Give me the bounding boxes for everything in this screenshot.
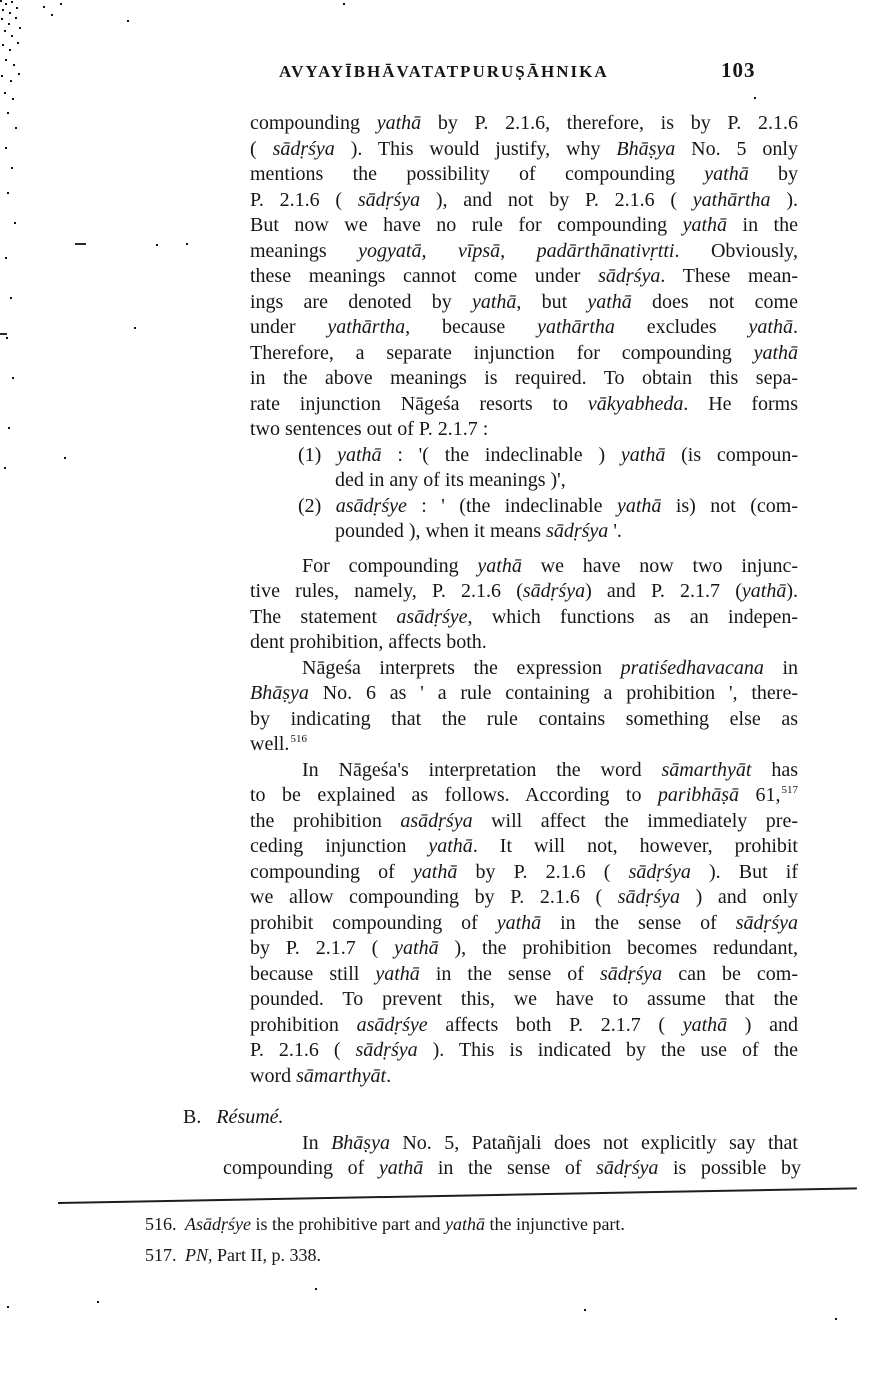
text-segment: No. 5 only — [675, 137, 798, 160]
footnote — [145, 1243, 845, 1268]
text-line — [298, 494, 798, 520]
text-segment: asādṛśye — [396, 605, 468, 628]
text-segment: yathā — [444, 1214, 485, 1234]
text-segment: by P. 2.1.6, therefore, is by P. 2.1.6 — [421, 112, 798, 134]
text-line — [250, 1064, 798, 1090]
text-segment: sādṛśya — [272, 137, 335, 160]
text-segment: prohibit compounding of — [250, 911, 497, 934]
text-segment: ) and P. 2.1.7 ( — [585, 580, 742, 602]
text-segment: yathā — [682, 214, 728, 236]
text-segment: asādṛśya — [400, 809, 473, 832]
text-segment: For compounding — [302, 554, 478, 577]
text-segment: sāmarthyāt — [296, 1064, 387, 1087]
margin-mark — [0, 333, 7, 335]
text-segment: yathā — [682, 1013, 728, 1036]
text-line — [250, 392, 798, 418]
text-line — [250, 1013, 798, 1039]
text-segment: 61, — [739, 784, 781, 806]
text-line — [250, 554, 798, 580]
text-segment: ) and only — [680, 886, 799, 908]
text-segment: . These mean- — [660, 265, 798, 287]
text-segment: we have now two injunc- — [521, 554, 799, 577]
text-segment: , but — [516, 290, 588, 313]
text-segment: . He forms — [683, 392, 798, 415]
footnote-reference: 517 — [781, 784, 798, 797]
text-segment: mentions the possibility of compounding — [250, 163, 705, 185]
text-segment: yathā — [337, 443, 382, 466]
text-segment: No. 6 as ' a rule containing a prohibition ', there- — [308, 682, 798, 704]
text-line — [250, 213, 798, 239]
text-segment: is possible by — [658, 1157, 801, 1179]
text-line — [250, 834, 798, 860]
text-segment: paribhāṣā — [657, 784, 740, 806]
text-segment: . — [386, 1064, 392, 1087]
text-segment: : ' (the indeclinable — [406, 494, 617, 517]
text-segment: rate injunction Nāgeśa resorts to — [250, 392, 588, 415]
text-segment: P. 2.1.6 ( — [250, 188, 358, 211]
text-segment: is the prohibitive part and — [251, 1214, 445, 1234]
text-segment: under — [250, 316, 328, 338]
text-segment: sādṛśya — [522, 580, 586, 602]
text-line — [250, 111, 798, 137]
text-segment: ), the prohibition becomes redundant, — [438, 937, 798, 959]
text-line — [250, 936, 798, 962]
text-segment: . It will not, however, prohibit — [472, 835, 798, 857]
text-segment: (1) — [298, 443, 338, 466]
text-segment: sādṛśya — [357, 188, 421, 211]
text-line — [335, 468, 798, 494]
text-segment: : '( the indeclinable ) — [381, 443, 621, 466]
text-segment: pounded. To prevent this, we have to assume that the — [250, 988, 798, 1010]
text-segment: compounding of — [250, 860, 413, 883]
text-segment: in the — [727, 214, 798, 236]
text-segment: tive rules, namely, P. 2.1.6 ( — [250, 580, 523, 602]
text-segment: pounded ), when it means — [335, 520, 547, 542]
text-segment: by P. 2.1.7 ( — [250, 937, 395, 959]
text-line — [250, 341, 798, 367]
text-segment: sādṛśya — [596, 1157, 659, 1179]
text-line — [250, 656, 798, 682]
text-segment: . Obviously, — [674, 239, 799, 262]
text-segment: affects both P. 2.1.7 ( — [427, 1013, 683, 1036]
text-segment: yathā — [704, 163, 749, 185]
text-segment: yathā — [496, 911, 542, 934]
text-line — [250, 239, 798, 265]
page-number: 103 — [721, 58, 756, 82]
text-segment: yathārtha — [692, 188, 771, 211]
text-segment: well. — [250, 733, 290, 755]
text-line — [250, 962, 798, 988]
text-segment: compounding of — [223, 1157, 379, 1179]
text-segment: sādṛśya — [628, 860, 691, 883]
text-segment: can be com- — [662, 962, 798, 985]
text-line — [250, 860, 798, 886]
text-segment: vākyabheda — [587, 392, 684, 415]
text-line — [250, 1038, 798, 1064]
footnote-reference: 516 — [290, 733, 307, 746]
text-segment: compounding — [250, 112, 377, 134]
text-segment: yathā — [748, 316, 793, 338]
text-segment: Résumé. — [216, 1106, 284, 1128]
text-segment: yathārtha — [327, 316, 406, 338]
text-segment: is) not (com- — [661, 494, 798, 517]
text-segment: in the sense of — [419, 962, 600, 985]
text-segment: by — [748, 163, 799, 185]
text-segment: in the sense of — [541, 911, 736, 934]
text-segment: yathā — [471, 290, 517, 313]
text-line — [250, 885, 798, 911]
text-segment: ). This is indicated by the use of the — [417, 1039, 798, 1061]
text-segment: , which functions as an indepen- — [467, 605, 798, 628]
text-segment: yathā — [620, 443, 666, 466]
text-segment: sādṛśya — [355, 1039, 418, 1061]
text-segment: B. — [183, 1106, 217, 1128]
text-segment: has — [751, 758, 798, 781]
text-segment: In — [302, 1131, 332, 1154]
text-segment: by P. 2.1.6 ( — [457, 860, 629, 883]
text-segment: sādṛśya — [617, 886, 680, 908]
text-segment: ). But if — [690, 860, 798, 883]
text-segment: the injunctive part. — [484, 1214, 625, 1234]
text-segment: But now we have no rule for compounding — [250, 214, 683, 236]
footnote-separator — [58, 1187, 857, 1204]
margin-mark — [75, 243, 86, 245]
text-segment: ) and — [727, 1013, 799, 1036]
text-segment: (2) — [298, 494, 336, 517]
text-segment: asādṛśye — [356, 1013, 428, 1036]
text-segment: yathā — [394, 937, 439, 959]
text-segment: ). This would justify, why — [334, 137, 617, 160]
text-line — [250, 605, 798, 631]
text-line — [250, 1131, 798, 1157]
text-line — [250, 417, 798, 443]
text-line — [250, 707, 798, 733]
text-segment: yathā — [477, 554, 522, 577]
text-segment: ( — [250, 137, 273, 160]
text-segment: to be explained as follows. According to — [250, 784, 658, 806]
text-line — [250, 987, 798, 1013]
text-segment: sādṛśya — [599, 962, 663, 985]
text-segment: by indicating that the rule contains something else as — [250, 707, 798, 730]
text-segment: , because — [405, 316, 538, 338]
text-segment: yathā — [375, 962, 420, 985]
footnotes — [145, 1212, 845, 1274]
text-line — [183, 1105, 798, 1131]
text-segment: sādṛśya — [598, 265, 661, 287]
text-line — [298, 443, 798, 469]
text-segment: In Nāgeśa's interpretation the word — [302, 758, 662, 781]
text-segment: in — [763, 656, 799, 679]
text-line — [250, 758, 798, 784]
text-segment: word — [250, 1064, 297, 1087]
text-segment: P. 2.1.6 ( — [250, 1039, 356, 1061]
text-segment: does not come — [631, 290, 798, 313]
text-segment: '. — [608, 520, 622, 542]
text-segment: sādṛśya — [546, 520, 609, 542]
text-segment: yathā — [378, 1157, 424, 1179]
text-segment: two sentences out of P. 2.1.7 : — [250, 418, 489, 440]
footnote — [145, 1212, 845, 1237]
text-line — [250, 264, 798, 290]
text-line — [335, 519, 798, 545]
text-segment: yathā — [616, 494, 662, 517]
text-segment: yathā — [412, 860, 458, 883]
footnote-text — [185, 1212, 625, 1237]
text-segment: yathā — [587, 290, 632, 313]
footnote-text — [185, 1243, 321, 1268]
text-line — [250, 315, 798, 341]
text-line — [250, 732, 798, 758]
text-segment: Bhāṣya — [331, 1131, 390, 1154]
text-segment: ings are denoted by — [250, 290, 472, 313]
text-line — [223, 1156, 801, 1182]
text-line — [250, 630, 798, 656]
text-segment: PN — [185, 1245, 209, 1265]
text-segment: excludes — [614, 316, 749, 338]
text-segment: Nāgeśa interprets the expression — [302, 656, 621, 679]
text-segment: yathārtha — [537, 316, 615, 338]
text-segment: pratiśedhavacana — [620, 656, 764, 679]
text-segment: these meanings cannot come under — [250, 265, 599, 287]
text-segment: No. 5, Patañjali does not explicitly say that — [389, 1131, 798, 1154]
text-segment: yathā — [428, 835, 473, 857]
text-segment: (is compoun- — [665, 443, 799, 466]
footnote-number: 517. — [145, 1245, 177, 1265]
text-line — [250, 188, 798, 214]
text-segment: asādṛśye — [335, 494, 407, 517]
text-line — [250, 579, 798, 605]
text-line — [250, 681, 798, 707]
scan-noise — [0, 0, 2, 2]
text-segment: yogyatā, vīpsā, padārthānativṛtti — [358, 239, 675, 262]
text-segment: Asādṛśye — [185, 1214, 251, 1234]
text-segment: ), and not by P. 2.1.6 ( — [420, 188, 693, 211]
text-segment: dent prohibition, affects both. — [250, 631, 487, 653]
text-segment: yathā — [376, 112, 422, 134]
text-segment: Bhāṣya — [250, 682, 309, 704]
text-line — [250, 137, 798, 163]
text-line — [250, 783, 798, 809]
text-segment: , Part II, p. 338. — [208, 1245, 321, 1265]
running-header-title: AVYAYĪBHĀVATATPURUṢĀHNIKA — [279, 62, 609, 81]
text-segment: The statement — [250, 605, 397, 628]
text-segment: sāmarthyāt — [661, 758, 752, 781]
text-line — [250, 366, 798, 392]
text-segment: . — [792, 316, 798, 338]
text-line — [250, 911, 798, 937]
text-line — [250, 290, 798, 316]
text-segment: in the sense of — [423, 1157, 597, 1179]
text-segment: Bhāṣya — [616, 137, 676, 160]
text-segment: ). — [786, 580, 798, 602]
text-segment: ded in any of its meanings )', — [335, 469, 566, 491]
text-segment: meanings — [250, 239, 359, 262]
text-segment: yathā — [741, 580, 787, 602]
text-segment: in the above meanings is required. To obtain this sepa- — [250, 367, 798, 389]
text-segment: ). — [770, 188, 798, 211]
text-segment: prohibition — [250, 1013, 357, 1036]
page-text — [183, 111, 801, 1182]
text-segment: because still — [250, 962, 376, 985]
text-line — [250, 162, 798, 188]
text-segment: sādṛśya — [735, 911, 798, 934]
text-segment: the prohibition — [250, 809, 401, 832]
text-segment: yathā — [753, 341, 798, 364]
text-segment: will affect the immediately pre- — [472, 809, 798, 832]
text-segment: ceding injunction — [250, 835, 429, 857]
text-segment: Therefore, a separate injunction for compounding — [250, 341, 754, 364]
text-segment: we allow compounding by P. 2.1.6 ( — [250, 886, 618, 908]
text-line — [250, 809, 798, 835]
footnote-number: 516. — [145, 1214, 177, 1234]
